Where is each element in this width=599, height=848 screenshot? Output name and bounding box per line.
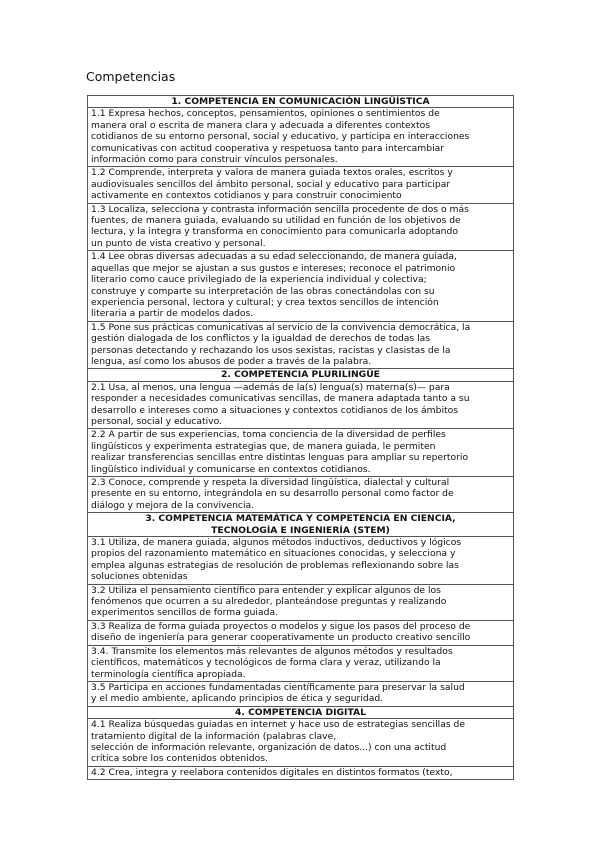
competency-text-line: construye y comparte su interpretación de las obras conectándolas con su <box>91 285 435 297</box>
competency-text-line: 1.2 Comprende, interpreta y valora de manera guiada textos orales, escritos y <box>91 167 453 179</box>
competency-cell <box>88 108 514 167</box>
competency-text-line: literaria a partir de modelos dados. <box>91 308 254 320</box>
competency-text-line: desarrollo e intereses como a situaciones y contextos cotidianos de los ámbitos <box>91 404 459 416</box>
competency-cell <box>88 203 514 251</box>
competency-text-line: gestión dialogada de los conflictos y la igualdad de derechos de todas las <box>91 333 431 345</box>
competency-text-line: experimentos sencillos de forma guiada. <box>91 607 278 619</box>
competency-text-line: información como para construir vínculos personales. <box>91 154 338 166</box>
section-title-line: TECNOLOGÍA E INGENIERÍA (STEM) <box>211 524 390 536</box>
competency-text-line: 3.4. Transmite los elementos más relevantes de algunos métodos y resultados <box>91 645 453 657</box>
competency-cell <box>88 321 514 369</box>
competency-cell <box>88 477 514 513</box>
competency-text-line: emplea algunas estrategias de resolución de problemas reflexionando sobre las <box>91 559 459 571</box>
section-header-row <box>88 706 514 718</box>
competency-row <box>88 681 514 706</box>
competency-text-line: terminología científica apropiada. <box>91 668 246 680</box>
section-header-cell <box>88 96 514 108</box>
competency-cell <box>88 537 514 585</box>
competency-row <box>88 108 514 167</box>
competency-text-line: 2.2 A partir de sus experiencias, toma conciencia de la diversidad de perfiles <box>91 429 446 441</box>
competency-text-line: 1.4 Lee obras diversas adecuadas a su edad seleccionando, de manera guiada, <box>91 251 457 263</box>
competency-row <box>88 620 514 645</box>
competency-cell <box>88 584 514 620</box>
competency-text-line: 2.1 Usa, al menos, una lengua —además de la(s) lengua(s) materna(s)— para <box>91 381 450 393</box>
competency-text-line: 3.2 Utiliza el pensamiento científico para entender y explicar algunos de los <box>91 584 441 596</box>
competency-text-line: y el medio ambiente, aplicando principios de ética y seguridad. <box>91 693 384 705</box>
competency-cell <box>88 766 514 779</box>
competency-text-line: 4.2 Crea, integra y reelabora contenidos digitales en distintos formatos (texto, <box>91 766 453 778</box>
competency-text-line: crítica sobre los contenidos obtenidos. <box>91 753 268 765</box>
competency-text-line: literario como cauce privilegiado de la experiencia individual y colectiva; <box>91 274 427 286</box>
section-header-cell <box>88 369 514 381</box>
section-title-line: 1. COMPETENCIA EN COMUNICACIÓN LINGÜÍSTICA <box>171 96 430 107</box>
competency-row <box>88 477 514 513</box>
competency-text-line: experiencia personal, lectora y cultural; y crea textos sencillos de intención <box>91 296 439 308</box>
competency-row <box>88 429 514 477</box>
competency-text-line: fenómenos que ocurren a su alrededor, planteándose preguntas y realizando <box>91 596 447 608</box>
competency-cell <box>88 681 514 706</box>
competency-text-line: aquellas que mejor se ajustan a sus gustos e intereses; reconoce el patrimonio <box>91 262 456 274</box>
competency-text-line: lingüístico individual y comunicarse en contextos cotidianos. <box>91 463 371 475</box>
competency-cell <box>88 645 514 681</box>
competency-row <box>88 537 514 585</box>
competency-cell <box>88 381 514 429</box>
competency-text-line: activamente en contextos cotidianos y para construir conocimiento <box>91 190 402 202</box>
competency-cell <box>88 251 514 321</box>
competency-text-line: cotidianos de su entorno personal, social y educativo, y participa en interacciones <box>91 131 470 143</box>
competency-row <box>88 645 514 681</box>
competency-row <box>88 584 514 620</box>
competency-text-line: 2.3 Conoce, comprende y respeta la diversidad lingüística, dialectal y cultural <box>91 477 450 488</box>
competency-row <box>88 251 514 321</box>
competency-row <box>88 719 514 767</box>
section-title-line: 3. COMPETENCIA MATEMÁTICA Y COMPETENCIA EN CIENCIA, <box>145 513 456 525</box>
competency-text-line: personal, social y educativo. <box>91 415 222 427</box>
competency-text-line: 1.5 Pone sus prácticas comunicativas al servicio de la convivencia democrática, la <box>91 321 471 333</box>
competencias-table <box>87 95 514 780</box>
competency-text-line: lectura, y la integra y transforma en conocimiento para comunicarla adoptando <box>91 226 458 238</box>
competency-row <box>88 321 514 369</box>
competency-text-line: 4.1 Realiza búsquedas guiadas en internet y hace uso de estrategias sencillas de <box>91 719 466 731</box>
competency-text-line: responder a necesidades comunicativas sencillas, de manera adaptada tanto a su <box>91 393 470 405</box>
competency-text-line: diálogo y mejora de la convivencia. <box>91 499 255 511</box>
section-header-row <box>88 369 514 381</box>
competency-text-line: tratamiento digital de la información (palabras clave, <box>91 730 337 742</box>
competency-text-line: científicos, matemáticos y tecnológicos de forma clara y veraz, utilizando la <box>91 657 441 669</box>
competency-text-line: un punto de vista creativo y personal. <box>91 237 266 249</box>
section-header-cell <box>88 513 514 537</box>
competency-text-line: fuentes, de manera guiada, evaluando su utilidad en función de los objetivos de <box>91 215 461 227</box>
competency-text-line: soluciones obtenidas <box>91 571 188 583</box>
competency-cell <box>88 620 514 645</box>
competency-row <box>88 167 514 203</box>
competency-text-line: personas detectando y rechazando los usos sexistas, racistas y clasistas de la <box>91 344 451 356</box>
competency-text-line: presente en su entorno, integrándola en su desarrollo personal como factor de <box>91 488 454 500</box>
competency-text-line: 1.1 Expresa hechos, conceptos, pensamientos, opiniones o sentimientos de <box>91 108 440 120</box>
section-header-cell <box>88 706 514 718</box>
competency-row <box>88 381 514 429</box>
competency-text-line: 3.5 Participa en acciones fundamentadas científicamente para preservar la salud <box>91 681 465 693</box>
competency-text-line: 3.1 Utiliza, de manera guiada, algunos métodos inductivos, deductivos y lógicos <box>91 537 462 549</box>
competency-cell <box>88 719 514 767</box>
section-header-row <box>88 513 514 537</box>
competency-text-line: lingüísticos y experimenta estrategias que, de manera guiada, le permiten <box>91 440 436 452</box>
competency-text-line: realizar transferencias sencillas entre distintas lenguas para ampliar su repertorio <box>91 452 469 464</box>
competency-cell <box>88 429 514 477</box>
section-title-line: 2. COMPETENCIA PLURILINGÜE <box>221 369 380 381</box>
competency-text-line: 3.3 Realiza de forma guiada proyectos o modelos y sigue los pasos del proceso de <box>91 620 471 632</box>
section-title-line: 4. COMPETENCIA DIGITAL <box>234 706 366 718</box>
competency-text-line: diseño de ingeniería para generar cooperativamente un producto creativo sencillo <box>91 632 471 644</box>
competency-text-line: selección de información relevante, organización de datos...) con una actitud <box>91 741 447 753</box>
competency-text-line: propios del razonamiento matemático en situaciones conocidas, y selecciona y <box>91 548 456 560</box>
competency-cell <box>88 167 514 203</box>
competency-text-line: audiovisuales sencillos del ámbito personal, social y educativo para participar <box>91 178 451 190</box>
competency-text-line: 1.3 Localiza, selecciona y contrasta información sencilla procedente de dos o más <box>91 203 469 215</box>
competency-text-line: manera oral o escrita de manera clara y adecuada a diferentes contextos <box>91 119 430 131</box>
section-header-row <box>88 96 514 108</box>
competency-text-line: comunicativas con actitud cooperativa y respetuosa tanto para intercambiar <box>91 142 445 154</box>
competency-row <box>88 203 514 251</box>
competency-row <box>88 766 514 779</box>
competency-text-line: lengua, así como los abusos de poder a través de la palabra. <box>91 355 372 367</box>
page-title: Competencias <box>86 69 176 84</box>
